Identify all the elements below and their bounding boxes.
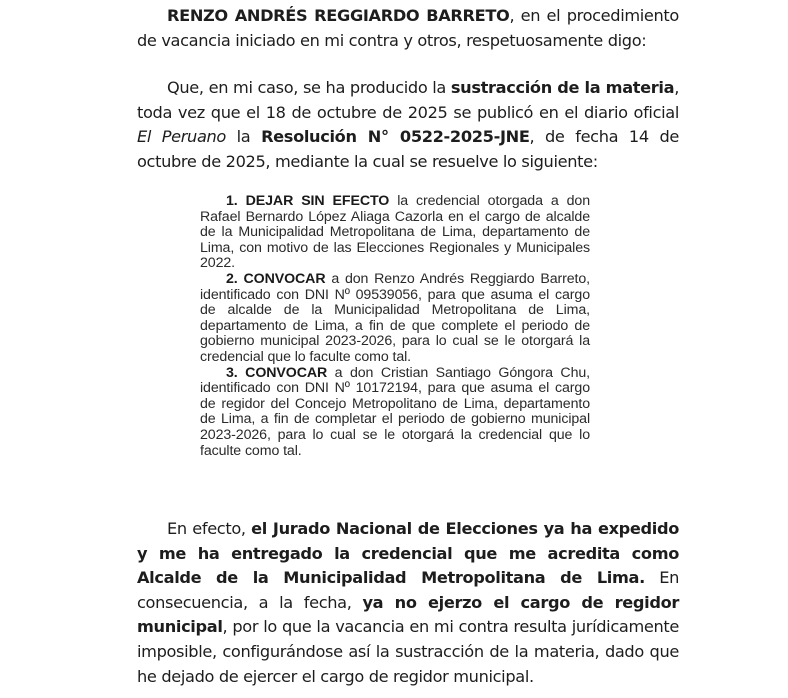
newspaper-name: El Peruano (137, 127, 226, 147)
conclusion-paragraph: En efecto, el Jurado Nacional de Elecciones ya ha expedido y me ha entregado la credencial que me acredita como Alcalde de la Municipalidad Metropolitana de Lima. En consecuencia, a la fecha, ya no ejerzo el cargo de regidor municipal, por lo que la vacancia en mi contra resulta jurídicamente imposible, configurándose así la sustracción de la materia, dado que he dejado de ejercer el cargo de regidor municipal. (137, 519, 680, 686)
resolution-verb: CONVOCAR (245, 364, 328, 381)
resolution-verb: CONVOCAR (243, 270, 326, 287)
resolution-verb: DEJAR SIN EFECTO (245, 193, 390, 209)
emphasis-no-longer-regidor: ya no ejerzo el cargo de regidor municipal (137, 592, 680, 637)
resolution-reference: Resolución N° 0522-2025-JNE (261, 127, 530, 147)
intro-paragraph: RENZO ANDRÉS REGGIARDO BARRETO, en el procedimiento de vacancia iniciado en mi contra y otros, respetuosamente digo: (137, 6, 679, 50)
emphasis-credential: el Jurado Nacional de Elecciones ya ha expedido y me ha entregado la credencial que me acredita como Alcalde de la Municipalidad Metropolitana de Lima. (137, 519, 679, 588)
emphasis-sustraccion: sustracción de la materia (450, 78, 675, 97)
resolution-item: 2. CONVOCAR a don Renzo Andrés Reggiardo Barreto, identificado con DNI Nº 09539056, para que asuma el cargo de alcalde de la Municipalidad Metropolitana de Lima, departamento de Lima, a fin de que complete el periodo de gobierno municipal 2023-2026, para lo cual se le otorgará la credencial que lo faculte como tal. (200, 270, 591, 365)
petitioner-name: RENZO ANDRÉS REGGIARDO BARRETO (167, 6, 510, 25)
quoted-resolution-excerpt (200, 194, 590, 459)
resolution-item: 1. DEJAR SIN EFECTO la credencial otorgada a don Rafael Bernardo López Aliaga Cazorla en el cargo de alcalde de la Municipalidad Metropolitana de Lima, departamento de Lima, con motivo de las Elecciones Regionales y Municipales 2022. (200, 193, 591, 272)
resolution-item: 3. CONVOCAR a don Cristian Santiago Góngora Chu, identificado con DNI Nº 10172194, para que asuma el cargo de regidor del Concejo Metropolitano de Lima, departamento de Lima, a fin de completar el periodo de gobierno municipal 2023-2026, para lo cual se le otorgará la credencial que lo faculte como tal. (200, 364, 591, 459)
subject-matter-paragraph: Que, en mi caso, se ha producido la sustracción de la materia, toda vez que el 18 de octubre de 2025 se publicó en el diario oficial El Peruano la Resolución N° 0522-2025-JNE, de fecha 14 de octubre de 2025, mediante la cual se resuelve lo siguiente: (137, 78, 679, 171)
